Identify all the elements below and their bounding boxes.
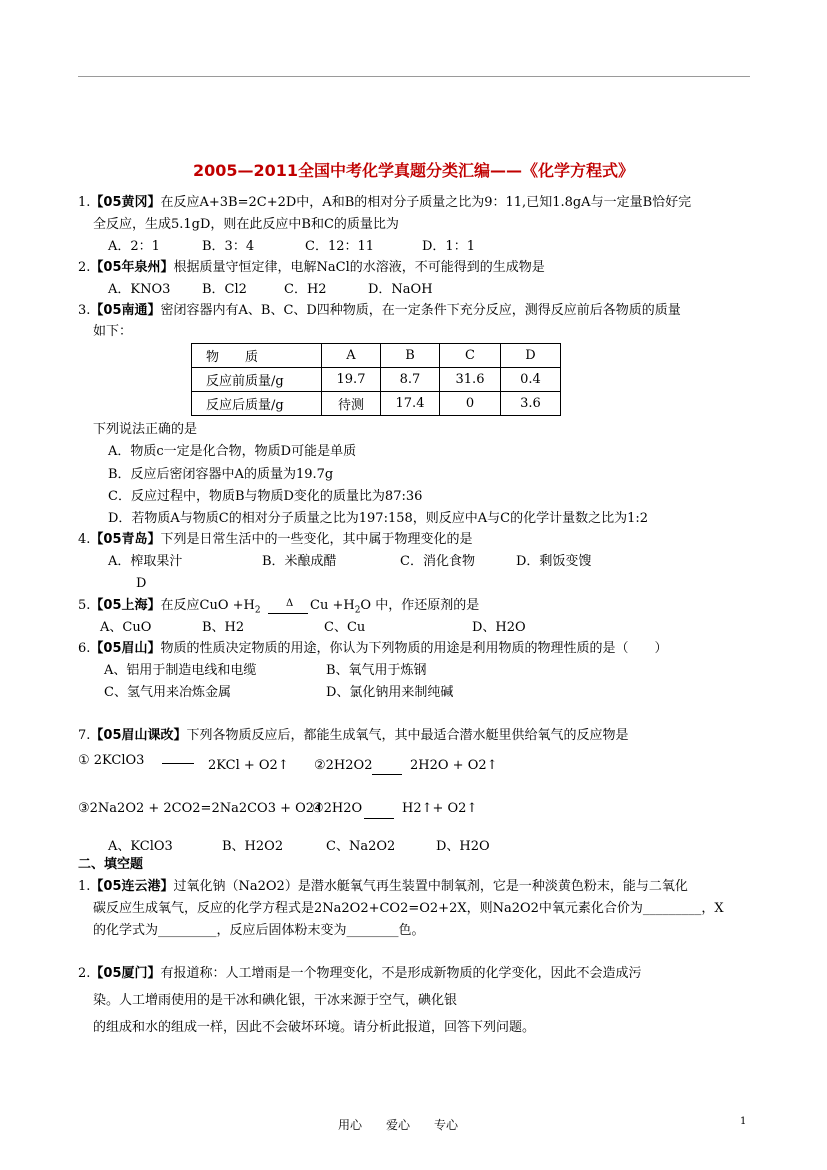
q5-option-d: D、H2O [472,620,526,635]
q6-option-c: C、氢气用来冶炼金属 [104,685,231,700]
q1-text: 在反应A+3B=2C+2D中，A和B的相对分子质量之比为9：11,已知1.8gA与一定量B恰好完 [160,195,692,210]
q2-option-d: D．NaOH [368,282,433,297]
section-heading-fill-in: 二、填空题 [78,857,144,872]
reaction-1-left: ① 2KClO3 [78,753,145,768]
q5-line1-end [310,597,479,620]
header-rule [78,76,750,77]
table-cell: 19.7 [322,368,381,392]
mass-table [191,343,561,416]
q6-number: 6. [78,641,91,656]
f1-line2: 碳反应生成氧气，反应的化学方程式是2Na2O2+CO2=O2+2X，则Na2O2中氧元素化合价为_________，X [93,901,724,916]
q5-post-sub: 2 [354,605,361,616]
q1-tag: 【05黄冈】 [90,195,161,210]
reaction-2-line [372,774,402,775]
q1-number: 1. [78,195,91,210]
q7-option-b: B、H2O2 [222,839,284,854]
heat-symbol: Δ [286,598,294,609]
table-cell: 待测 [322,392,381,416]
q4-number: 4. [78,532,91,547]
q2-option-b: B．Cl2 [202,282,247,297]
q6-line1 [78,640,668,658]
q6-option-a: A、铝用于制造电线和电缆 [104,663,257,678]
q3-stem: 下列说法正确的是 [93,422,198,437]
q3-option-a: A．物质c一定是化合物，物质D可能是单质 [108,444,357,459]
reaction-2-left: ②2H2O2 [314,758,373,773]
q5-option-c: C、Cu [324,620,366,635]
q6-option-d: D、氯化钠用来制纯碱 [326,685,454,700]
q7-option-a: A、KClO3 [108,839,173,854]
table-header-cell: A [322,344,381,368]
q2-line1 [78,259,545,277]
table-cell: 反应后质量/g [192,392,322,416]
q4-option-c: C．消化食物 [400,554,475,569]
q3-option-c: C．反应过程中，物质B与物质D变化的质量比为87:36 [108,489,423,504]
q4-option-d: D．剩饭变馊 [516,554,592,569]
q1-option-d: D．1：1 [422,239,475,254]
q1-option-c: C．12：11 [305,239,375,254]
q3-text: 密闭容器内有A、B、C、D四种物质，在一定条件下充分反应，测得反应前后各物质的质量 [160,303,681,318]
reaction-1-line [162,763,194,764]
q5-text-post: Cu +H [310,598,355,613]
q7-tag: 【05眉山课改】 [90,728,187,743]
reaction-4-line [364,818,394,819]
q2-option-c: C．H2 [284,282,327,297]
reaction-4-left: ④2H2O [312,801,363,816]
q5-number: 5. [78,598,91,613]
q5-option-a: A、CuO [100,620,152,635]
q1-option-a: A．2：1 [108,239,160,254]
f2-number: 2. [78,966,91,981]
f2-text: 有报道称：人工增雨是一个物理变化，不是形成新物质的化学变化，因此不会造成污 [160,966,642,981]
table-row [192,392,561,416]
f2-line1 [78,965,642,983]
q1-line2: 全反应，生成5.1gD，则在此反应中B和C的质量比为 [93,217,399,232]
page-title: 2005—2011全国中考化学真题分类汇编——《化学方程式》 [192,161,635,180]
q6-option-b: B、氧气用于炼钢 [326,663,427,678]
table-header-cell: 物 质 [192,344,322,368]
q7-option-d: D、H2O [436,839,490,854]
q3-line1 [78,302,681,320]
q4-option-b: B．米酿成醋 [262,554,337,569]
table-cell: 反应前质量/g [192,368,322,392]
q5-option-b: B、H2 [202,620,245,635]
q3-option-d: D．若物质A与物质C的相对分子质量之比为197:158，则反应中A与C的化学计量数之比为1:2 [108,511,649,526]
q1-option-b: B．3：4 [202,239,255,254]
table-header-cell: D [501,344,561,368]
table-cell: 0.4 [501,368,561,392]
q7-text: 下列各物质反应后，都能生成氧气，其中最适合潜水艇里供给氧气的反应物是 [186,728,629,743]
q4-line1 [78,531,473,549]
q3-number: 3. [78,303,91,318]
q5-line1 [78,597,261,620]
q3-option-b: B．反应后密闭容器中A的质量为19.7g [108,467,334,482]
reaction-arrow [268,613,308,614]
q3-tag: 【05南通】 [90,303,161,318]
q7-option-c: C、Na2O2 [326,839,396,854]
q4-text: 下列是日常生活中的一些变化，其中属于物理变化的是 [160,532,473,547]
reaction-4-right: H2↑+ O2↑ [402,801,478,816]
q5-text-pre: 在反应CuO +H [160,598,255,613]
reaction-3: ③2Na2O2 + 2CO2=2Na2CO3 + O2↑ [78,801,325,816]
f1-number: 1. [78,879,91,894]
table-header-cell: C [440,344,501,368]
f2-line3: 的组成和水的组成一样，因此不会破坏环境。请分析此报道，回答下列问题。 [93,1020,536,1035]
table-row [192,368,561,392]
q2-tag: 【05年泉州】 [90,260,174,275]
q4-answer: D [136,576,147,591]
table-cell: 8.7 [381,368,440,392]
footer-motto: 用心 爱心 专心 [338,1118,459,1132]
q2-text: 根据质量守恒定律，电解NaCl的水溶液，不可能得到的生成物是 [173,260,545,275]
q4-option-a: A．榨取果汁 [108,554,183,569]
q1-line1 [78,194,691,212]
table-cell: 3.6 [501,392,561,416]
q6-text: 物质的性质决定物质的用途，你认为下列物质的用途是利用物质的物理性质的是（ ） [160,641,668,656]
reaction-1-right: 2KCl + O2↑ [208,758,289,773]
q4-tag: 【05青岛】 [90,532,161,547]
table-header-row [192,344,561,368]
table-header-cell: B [381,344,440,368]
f2-line2: 染。人工增雨使用的是干冰和碘化银，干冰来源于空气，碘化银 [93,993,458,1008]
f1-tag: 【05连云港】 [90,879,174,894]
q3-line2: 如下： [93,324,133,339]
q7-line1 [78,727,629,745]
q6-tag: 【05眉山】 [90,641,161,656]
reaction-2-right: 2H2O + O2↑ [410,758,498,773]
q5-tag: 【05上海】 [90,598,161,613]
f2-tag: 【05厦门】 [90,966,161,981]
q5-sub: 2 [254,605,261,616]
table-cell: 17.4 [381,392,440,416]
f1-line3: 的化学式为_________，反应后固体粉末变为________色。 [93,923,425,938]
q7-number: 7. [78,728,91,743]
q2-number: 2. [78,260,91,275]
q2-option-a: A．KNO3 [108,282,171,297]
q5-text-end: O 中，作还原剂的是 [360,598,480,613]
page-number: 1 [740,1116,747,1127]
f1-text: 过氧化钠（Na2O2）是潜水艇氧气再生装置中制氧剂，它是一种淡黄色粉末，能与二氧化 [173,879,688,894]
table-cell: 31.6 [440,368,501,392]
table-cell: 0 [440,392,501,416]
f1-line1 [78,878,688,896]
